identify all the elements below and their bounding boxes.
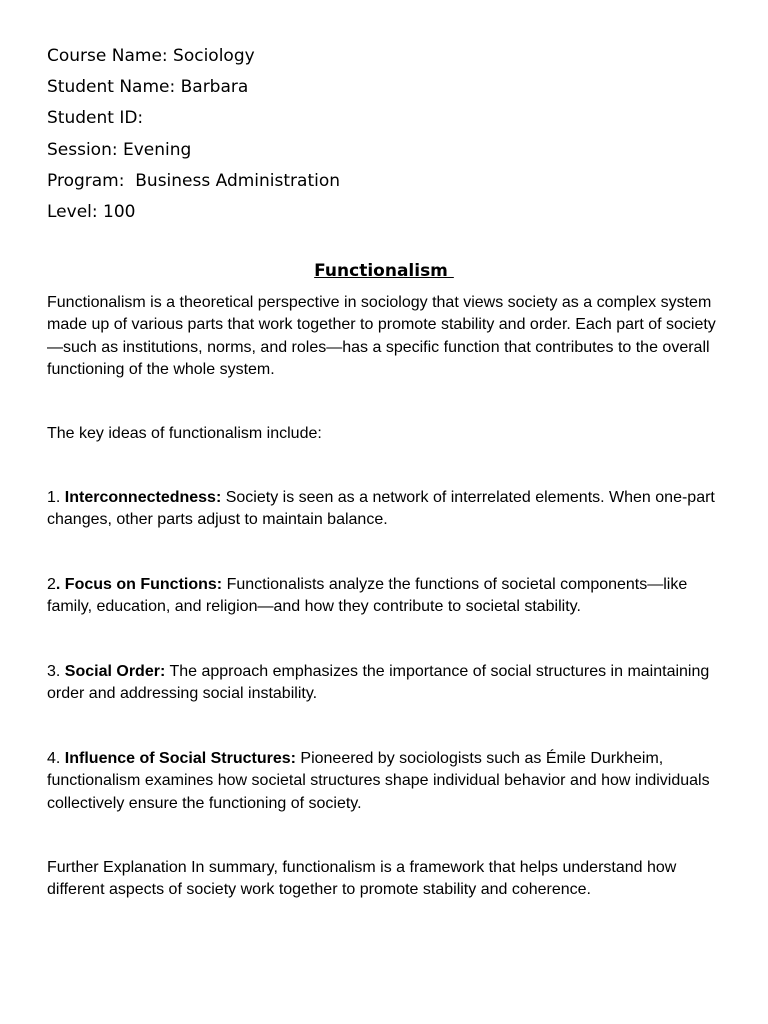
key-idea-item bbox=[47, 574, 719, 619]
key-idea-text: Society is seen as a network of interrelated elements. When one-part changes, other parts adjust to maintain balance. bbox=[47, 489, 715, 529]
student-name-line: Student Name: Barbara bbox=[47, 77, 249, 98]
key-idea-number: 2 bbox=[47, 576, 56, 593]
key-idea-number: 4. bbox=[47, 750, 65, 767]
key-idea-item bbox=[47, 748, 719, 815]
key-idea-number: 1. bbox=[47, 489, 65, 506]
level-line: Level: 100 bbox=[47, 202, 136, 223]
student-info-header bbox=[47, 41, 340, 228]
course-name-line: Course Name: Sociology bbox=[47, 46, 255, 66]
key-idea-term: . Focus on Functions: bbox=[55, 576, 223, 593]
key-idea-term: Interconnectedness: bbox=[64, 489, 222, 506]
document-title: Functionalism bbox=[314, 261, 454, 281]
key-idea-item bbox=[47, 661, 719, 706]
key-idea-item bbox=[47, 487, 719, 532]
key-idea-term: Social Order: bbox=[64, 663, 166, 680]
key-ideas-intro: The key ideas of functionalism include: bbox=[47, 425, 322, 442]
intro-paragraph: Functionalism is a theoretical perspective in sociology that views society as a complex system made up of various parts that work together to promote stability and order. Each part of society—such as institutions, norms, and roles—has a specific function that contributes to the overall functioning of the whole system. bbox=[47, 294, 716, 379]
program-line: Program: Business Administration bbox=[47, 170, 341, 191]
key-idea-term: Influence of Social Structures: bbox=[64, 750, 296, 767]
session-line: Session: Evening bbox=[47, 139, 192, 160]
key-idea-text: Functionalists analyze the functions of societal components—like family, education, and religion—and how they contribute to societal stability. bbox=[47, 576, 688, 616]
conclusion-paragraph: Further Explanation In summary, functionalism is a framework that helps understand how different aspects of society work together to promote stability and coherence. bbox=[47, 859, 677, 899]
student-id-line: Student ID: bbox=[47, 108, 144, 129]
key-idea-text: The approach emphasizes the importance of social structures in maintaining order and addressing social instability. bbox=[47, 663, 710, 703]
key-idea-text: Pioneered by sociologists such as Émile Durkheim, functionalism examines how societal structures shape individual behavior and how individuals collectively ensure the functioning of society. bbox=[47, 750, 710, 812]
key-idea-number: 3. bbox=[47, 663, 65, 680]
